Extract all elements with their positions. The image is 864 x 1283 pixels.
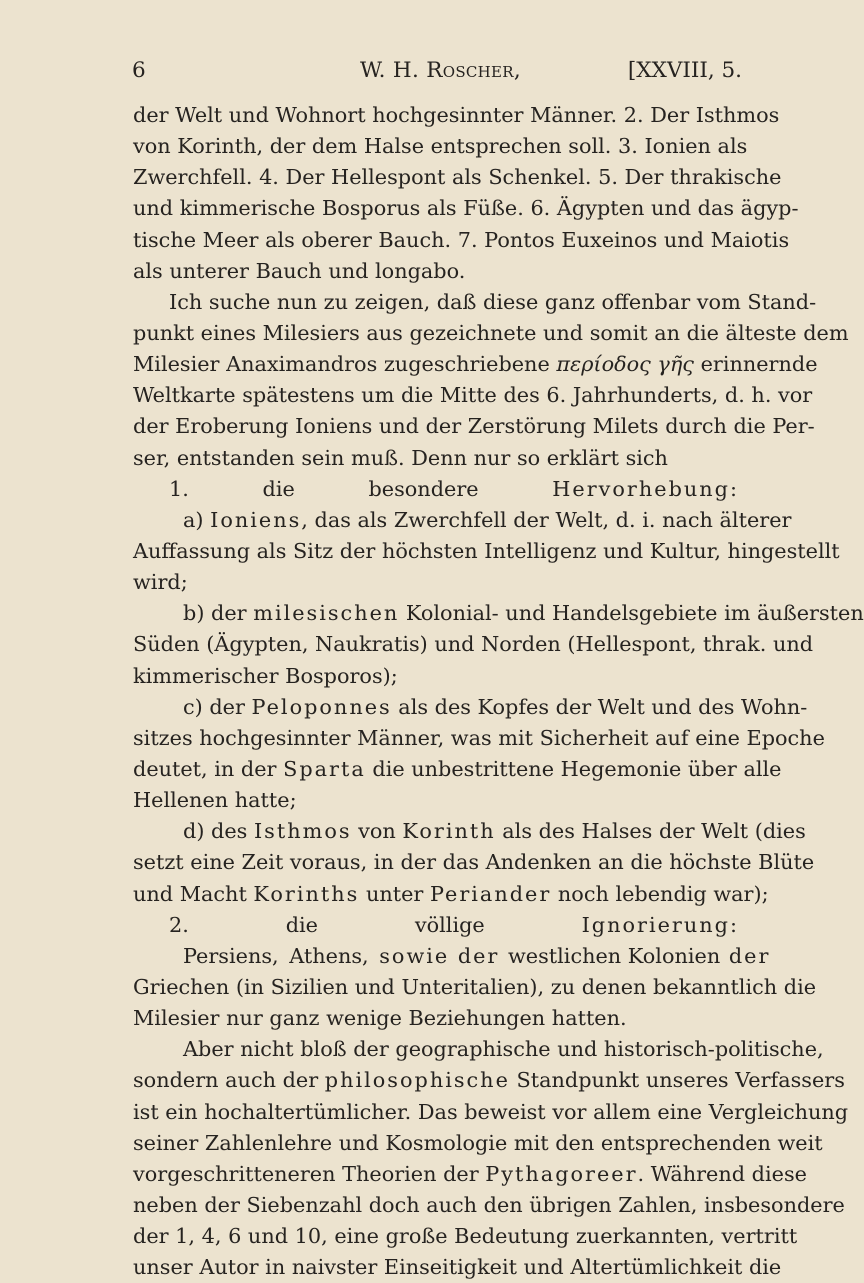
text-segment: sondern auch der [133,1068,325,1093]
text-segment: tische Meer als oberer Bauch. 7. Pontos Euxeinos und Maiotis [133,227,790,252]
spaced-emphasis: der [720,943,771,968]
text-line [133,941,771,972]
spaced-emphasis: Isthmos [253,819,352,844]
text-segment: b) der [183,601,254,626]
text-segment: Ich suche nun zu zeigen, daß diese ganz offenbar vom Stand- [169,289,817,314]
text-line [133,1159,807,1190]
text-segment: Persiens [183,943,273,968]
author-name [360,58,521,83]
text-line [133,1003,737,1034]
text-line [133,816,806,847]
spaced-emphasis: Korinth [402,819,496,844]
volume-reference: [XXVIII, 5. [627,58,742,83]
text-line [133,1065,845,1096]
text-line [133,474,737,505]
spaced-emphasis: , [272,943,290,968]
text-segment: neben der Siebenzahl doch auch den übrigen Zahlen, insbesondere [133,1192,845,1217]
text-segment: Zwerchfell. 4. Der Hellespont als Schenkel. 5. Der thrakische [133,165,782,190]
text-segment: a) [183,507,211,532]
text-segment: und Macht [133,881,254,906]
text-segment: westlichen Kolonien [508,943,721,968]
spaced-emphasis: philosophische [324,1068,510,1093]
text-segment: die unbestrittene Hegemonie über alle [365,756,782,781]
text-line [133,411,815,442]
text-line [133,349,818,380]
text-segment: : [729,912,737,937]
text-line [133,879,769,910]
text-line [133,1034,824,1065]
spaced-emphasis: Peloponnes [251,694,392,719]
text-segment: als des Halses der Welt (dies [495,819,806,844]
text-segment: Standpunkt unseres Verfassers [509,1068,845,1093]
text-segment: Milesier Anaximandros zugeschriebene [133,352,557,377]
text-segment: 2. die völlige [169,912,582,937]
text-line [133,1097,849,1128]
text-line [133,754,782,785]
text-segment: Süden (Ägypten, Naukratis) und Norden (Hellespont, thrak. und [133,632,814,657]
text-segment: ser, entstanden sein muß. Denn nur so erklärt sich [133,445,668,470]
spaced-emphasis: Sparta [283,756,366,781]
text-segment: Griechen (in Sizilien und Unteritalien), zu denen bekanntlich die [133,974,817,999]
text-segment: unser Autor in naivster Einseitigkeit und Altertümlichkeit die [133,1255,782,1280]
text-segment: als des Kopfes der Welt und des Wohn- [391,694,808,719]
text-segment: Aber nicht bloß der geographische und historisch-politische, [183,1037,824,1062]
text-segment: c) der [183,694,252,719]
author-initials: W. H. [360,58,427,83]
text-line [133,1221,798,1252]
spaced-emphasis: Ignorierung [581,912,730,937]
text-segment: der Welt und Wohnort hochgesinnter Männer. 2. Der Isthmos [133,103,780,127]
text-segment: , das als Zwerchfell der Welt, d. i. nach älterer [301,507,792,532]
greek-phrase: περίοδος γῆς [556,352,694,377]
text-segment: deutet, in der [133,756,284,781]
text-line [133,598,864,629]
text-line [133,910,737,941]
text-line [133,256,737,287]
text-line [133,443,737,474]
text-segment: ist ein hochaltertümlicher. Das beweist vor allem eine Vergleichung [133,1099,849,1124]
text-line [133,567,737,598]
text-line [133,629,814,660]
text-line [133,847,815,878]
text-segment: noch lebendig war); [551,881,769,906]
text-segment: seiner Zahlenlehre und Kosmologie mit den entsprechenden weit [133,1130,823,1155]
text-line [133,287,817,318]
spaced-emphasis: Hervorhebung [552,476,730,501]
spaced-emphasis: Ioniens [210,507,302,532]
text-segment: : [729,476,737,501]
text-line [133,318,849,349]
text-segment: Auffassung als Sitz der höchsten Intelligenz und Kultur, hingestellt [133,538,840,563]
text-segment: . Während diese [637,1161,807,1186]
text-segment: und kimmerische Bosporus als Füße. 6. Ägypten und das ägyp- [133,196,799,221]
text-segment: der Eroberung Ioniens und der Zerstörung Milets durch die Per- [133,414,815,439]
text-line [133,131,748,162]
text-segment: Kolonial- und Handelsgebiete im äußersten [399,601,864,626]
text-segment: sitzes hochgesinnter Männer, was mit Sicherheit auf eine Epoche [133,725,825,750]
text-segment: von [351,819,403,844]
text-line [133,692,808,723]
text-line [133,1190,845,1221]
text-line [133,505,792,536]
spaced-emphasis: Pythagoreer [485,1161,638,1186]
text-segment: als unterer Bauch und longabo. [133,258,466,283]
text-segment: Milesier nur ganz wenige Beziehungen hatten. [133,1006,627,1031]
text-segment: setzt eine Zeit voraus, in der das Andenken an die höchste Blüte [133,850,815,875]
text-line [133,100,780,131]
text-line [133,162,782,193]
text-segment: punkt eines Milesiers aus gezeichnete und somit an die älteste dem [133,320,849,345]
text-line [133,972,817,1003]
text-segment: vorgeschritteneren Theorien der [133,1161,486,1186]
text-segment: Hellenen hatte; [133,788,297,813]
spaced-emphasis: Periander [429,881,552,906]
text-line [133,1128,823,1159]
spaced-emphasis: Korinths [253,881,360,906]
text-segment: erinnernde [693,352,818,377]
text-line [133,536,840,567]
author-surname: Roscher, [426,58,522,83]
text-segment: unter [359,881,430,906]
text-segment: Weltkarte spätestens um die Mitte des 6. Jahrhunderts, d. h. vor [133,383,813,408]
text-segment: von Korinth, der dem Halse entsprechen soll. 3. Ionien als [133,134,748,159]
text-segment: d) des [183,819,254,844]
text-line [133,1252,782,1283]
text-segment: Athens [289,943,363,968]
text-line [133,193,799,224]
text-line [133,225,790,256]
text-line [133,785,737,816]
text-segment: der 1, 4, 6 und 10, eine große Bedeutung zuerkannten, vertritt [133,1224,798,1249]
text-line [133,661,737,692]
page-number: 6 [132,58,146,83]
text-line [133,380,813,411]
text-segment: kimmerischer Bosporos); [133,663,398,688]
text-segment: 1. die besondere [169,476,553,501]
body-text [133,100,864,1283]
text-line [133,723,825,754]
spaced-emphasis: , sowie der [362,943,508,968]
spaced-emphasis: milesischen [253,601,400,626]
text-segment: wird; [133,570,188,595]
running-header [132,58,742,90]
